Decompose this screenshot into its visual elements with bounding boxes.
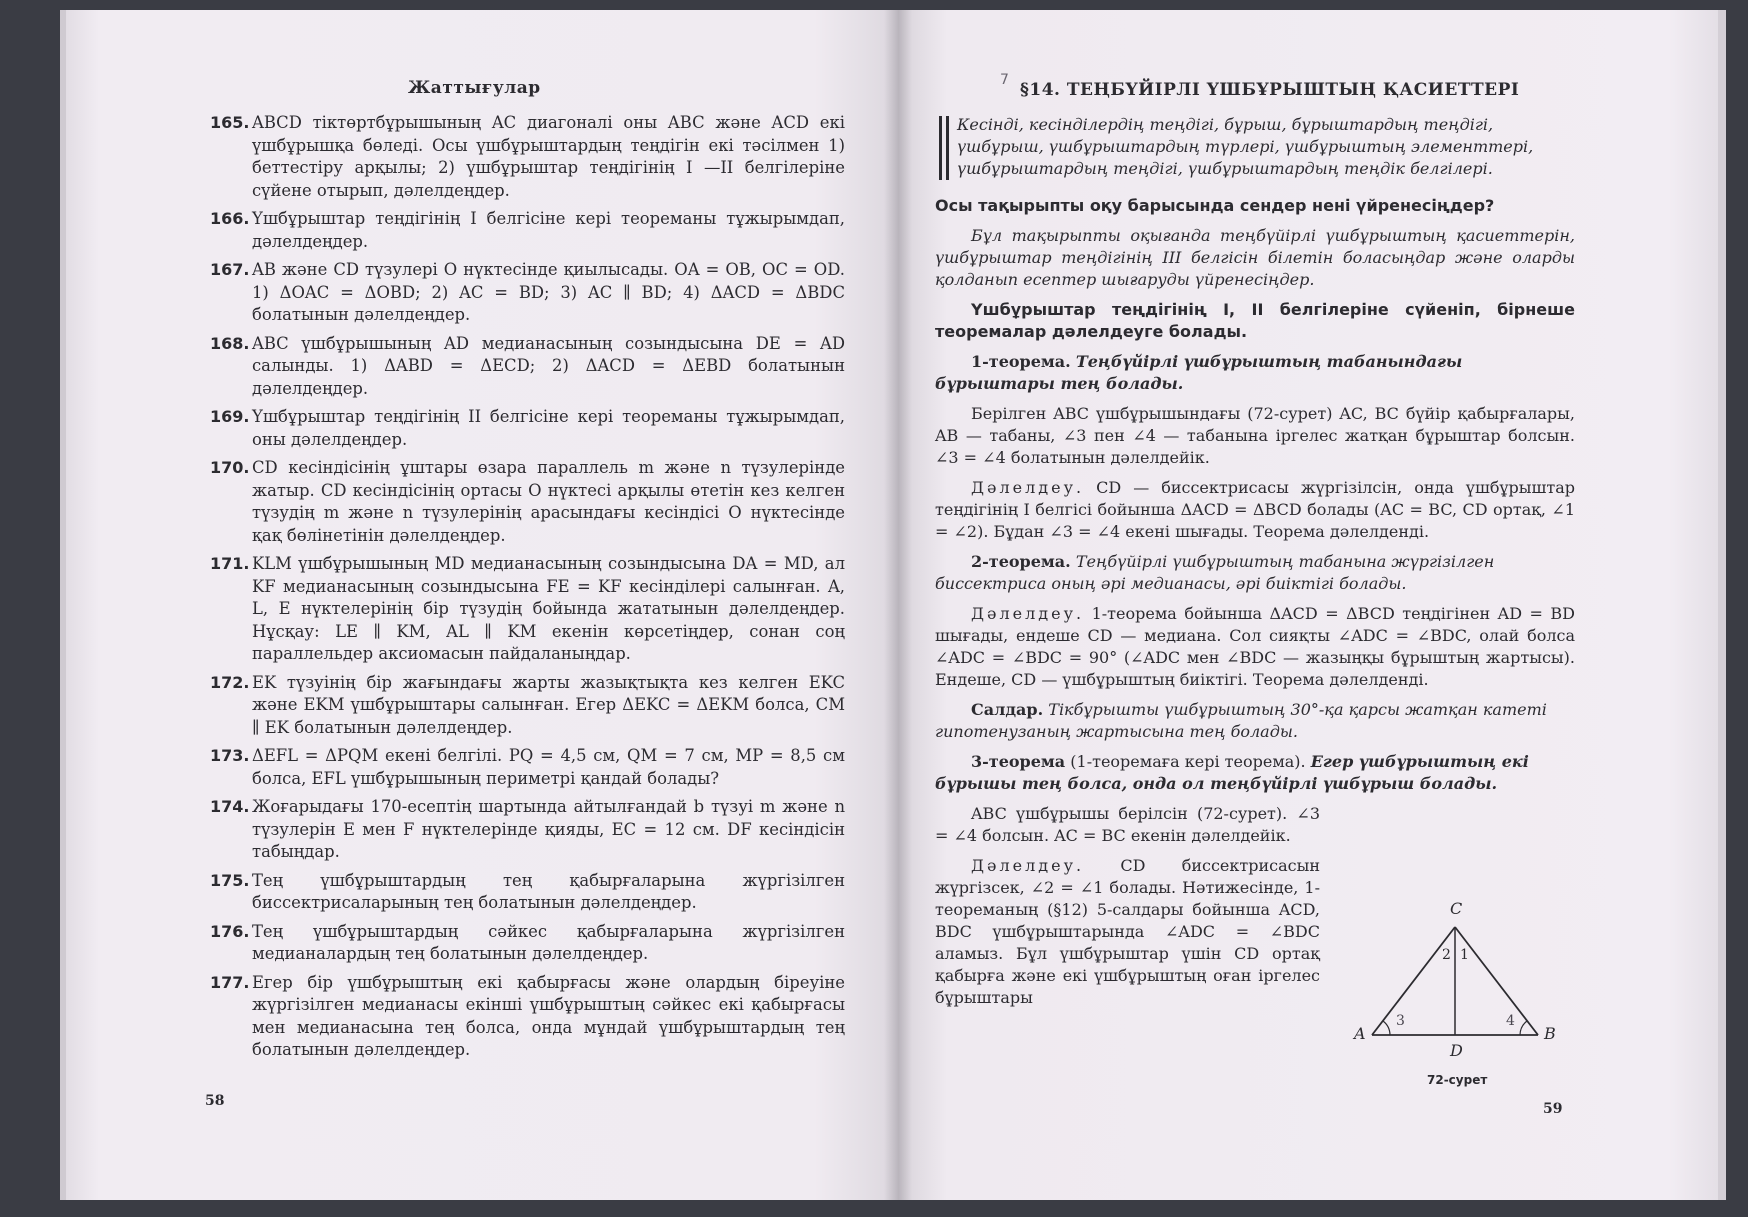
theorem-2-statement: Теңбүйірлі үшбұрыштың табанына жүргізілген биссектриса оның әрі медианасы, әрі биіктігі болады. <box>935 552 1495 593</box>
exercise-number: 168. <box>210 333 250 353</box>
book-gutter <box>884 10 912 1200</box>
exercise-number: 175. <box>210 870 250 890</box>
section-heading: §14. ТЕҢБҮЙІРЛІ ҮШБҰРЫШТЫҢ ҚАСИЕТТЕРІ <box>1020 80 1520 100</box>
proof-label: Дәлелдеу. <box>971 478 1085 497</box>
left-page-number: 58 <box>205 1093 225 1109</box>
proof-label: Дәлелдеу. <box>971 856 1085 875</box>
theorem-3 <box>935 751 1575 795</box>
left-page-heading: Жаттығулар <box>408 78 541 98</box>
corollary-label: Салдар. <box>971 700 1044 719</box>
section-body <box>935 114 1575 1017</box>
prerequisites-text: Кесінді, кесінділердің теңдігі, бұрыш, бұрыштардың теңдігі, үшбұрыш, үшбұрыштардың түрлері, үшбұрыштың элементтері, үшбұрыштардың теңдігі, үшбұрыштардың теңдік белгілері. <box>957 115 1534 178</box>
theorem-3-statement: Егер үшбұрыштың екі бұрышы тең болса, онда ол теңбүйірлі үшбұрыш болады. <box>935 752 1529 793</box>
exercise-text: ΔEFL = ΔPQM екені белгілі. PQ = 4,5 см, QM = 7 см, MP = 8,5 см болса, EFL үшбұрышының периметрі қандай болады? <box>252 746 845 788</box>
exercise-number: 171. <box>210 554 250 573</box>
angle-label-2: 2 <box>1442 947 1451 963</box>
figure-caption: 72-сурет <box>1427 1073 1488 1087</box>
vertex-label-B: B <box>1544 1024 1556 1043</box>
lead-paragraph: Үшбұрыштар теңдігінің I, II белгілеріне сүйеніп, бірнеше теоремалар дәлелдеуге болады. <box>935 300 1575 341</box>
exercise-item <box>210 921 845 966</box>
exercise-item <box>210 259 845 327</box>
exercise-item <box>210 457 845 547</box>
vertex-label-C: C <box>1450 899 1463 918</box>
exercise-item <box>210 972 845 1062</box>
angle-3-arc <box>1383 1021 1390 1035</box>
exercise-text: Жоғарыдағы 170-есептің шартында айтылғандай b түзуі m және n түзулерін E мен F нүктелерінде қияды, EC = 12 см. DF кесіндісін табыңдар. <box>252 797 845 861</box>
prerequisites-box <box>935 114 1575 180</box>
exercise-item <box>210 745 845 790</box>
exercise-item <box>210 796 845 864</box>
exercise-number: 174. <box>210 797 250 816</box>
exercise-number: 177. <box>210 972 250 992</box>
exercise-text: Егер бір үшбұрыштың екі қабырғасы және олардың біреуіне жүргізілген медианасы екінші үшбұрыштың сәйкес екі қабырғасы мен медианасына тең болса, онда мұндай үшбұрыштардың тең болатынын дәлелдеңдер. <box>252 972 845 1059</box>
vertex-label-A: A <box>1354 1024 1366 1043</box>
exercise-item <box>210 406 845 451</box>
theorem-1-statement: Теңбүйірлі үшбұрыштың табанындағы бұрыштары тең болады. <box>935 352 1463 393</box>
theorem-1-label: 1-теорема. <box>971 352 1071 371</box>
exercise-text: CD кесіндісінің ұштары өзара параллель m және n түзулерінде жатыр. CD кесіндісінің ортасы O нүктесі арқылы өтетін кез келген түзудің m және n түзулерінің арасындағы кесіндісі O нүктесінде қақ бөлінетінін дәлелдеңдер. <box>252 458 845 545</box>
foot-label-D: D <box>1450 1041 1463 1060</box>
exercise-item <box>210 333 845 401</box>
exercise-text: ABC үшбұрышының AD медианасының созындысына DE = AD салынды. 1) ΔABD = ΔECD; 2) ΔACD = ΔEBD болатынын дәлелдеңдер. <box>252 333 845 398</box>
exercise-text: Үшбұрыштар теңдігінің II белгісіне кері теореманы тұжырымдап, оны дәлелдеңдер. <box>252 407 845 449</box>
given-1: Берілген ABC үшбұрышындағы (72-сурет) AC, BC бүйір қабырғалары, AB — табаны, ∠3 пен ∠4 — табанына іргелес жатқан бұрыштар болсын. ∠3 = ∠4 болатынын дәлелдейік. <box>935 404 1575 467</box>
angle-label-3: 3 <box>1396 1013 1405 1029</box>
exercise-item <box>210 672 845 740</box>
proof-2 <box>935 603 1575 691</box>
exercise-text: EK түзуінің бір жағындағы жарты жазықтықта кез келген EKC және EKM үшбұрыштары салынған. Егер ΔEKC = ΔEKM болса, CM ∥ EK болатынын дәлелдеңдер. <box>252 672 845 737</box>
proof-2-text: 1-теорема бойынша ΔACD = ΔBCD теңдігінен AD = BD шығады, ендеше CD — медиана. Сол сияқты ∠ADC = ∠BDC, олай болса ∠ADC = ∠BDC = 90° (∠ADC мен ∠BDC — жазыңқы бұрыштың жартысы). Ендеше, CD — үшбұрыштың биіктігі. Теорема дәлелденді. <box>935 604 1575 689</box>
exercise-item <box>210 112 845 202</box>
angle-label-4: 4 <box>1506 1013 1515 1029</box>
proof-label: Дәлелдеу. <box>971 604 1085 623</box>
exercise-text: ABCD тіктөртбұрышының AC диагоналі оны ABC және ACD екі үшбұрышқа бөледі. Осы үшбұрыштардың теңдігін екі тәсілмен 1) беттестіру арқылы; 2) үшбұрыштар теңдігінің I —II белгілеріне сүйене отырып, дәлелдеңдер. <box>252 113 845 200</box>
angle-label-1: 1 <box>1460 947 1469 963</box>
exercise-number: 170. <box>210 458 250 477</box>
exercise-text: KLM үшбұрышының MD медианасының созындысына DA = MD, ал KF медианасының созындысына FE = KF кесінділері салынған. A, L, E нүктелерінің бір түзудің бойында жататынын дәлелдеңдер. Нұсқау: LE ∥ KM, AL ∥ KM екенін көрсетіңдер, сонан соң параллельдер аксиомасын пайдаланыңдар. <box>252 554 845 663</box>
exercise-item <box>210 208 845 253</box>
figure-72 <box>1340 895 1570 1085</box>
exercise-item <box>210 553 845 666</box>
learning-question: Осы тақырыпты оқу барысында сендер нені үйренесіңдер? <box>935 196 1495 215</box>
proof-3 <box>935 855 1320 1009</box>
exercise-number: 169. <box>210 407 250 426</box>
side-AC <box>1372 927 1455 1035</box>
exercise-number: 176. <box>210 921 250 941</box>
exercise-number: 166. <box>210 209 250 228</box>
theorem-1 <box>935 351 1575 395</box>
corollary <box>935 699 1575 743</box>
exercise-number: 172. <box>210 672 250 692</box>
exercise-text: Үшбұрыштар теңдігінің I белгісіне кері теореманы тұжырымдап, дәлелдеңдер. <box>252 209 845 251</box>
exercise-number: 173. <box>210 746 250 765</box>
exercise-text: Тең үшбұрыштардың тең қабырғаларына жүргізілген биссектрисаларының тең болатынын дәлелдеңдер. <box>252 870 845 912</box>
right-page-number: 59 <box>1543 1101 1563 1117</box>
corollary-statement: Тікбұрышты үшбұрыштың 30°-қа қарсы жатқан катеті гипотенузаның жартысына тең болады. <box>935 700 1547 741</box>
theorem-3-note: (1-теоремаға кері теорема). <box>1070 752 1306 771</box>
exercise-text: Тең үшбұрыштардың сәйкес қабырғаларына жүргізілген медианалардың тең болатынын дәлелдеңдер. <box>252 921 845 963</box>
exercise-text: AB және CD түзулері O нүктесінде қиылысады. OA = OB, OC = OD. 1) ΔOAC = ΔOBD; 2) AC = BD; 3) AC ∥ BD; 4) ΔACD = ΔBDC болатынын дәлелдеңдер. <box>252 260 845 324</box>
exercise-number: 165. <box>210 113 250 132</box>
proof-1-text: CD — биссектрисасы жүргізілсін, онда үшбұрыштар теңдігінің I белгісі бойынша ΔACD = ΔBCD болады (AC = BC, CD ортақ, ∠1 = ∠2). Бұдан ∠3 = ∠4 екені шығады. Теорема дәлелденді. <box>935 478 1575 541</box>
proof-1 <box>935 477 1575 543</box>
proof-3-text: CD биссектрисасын жүргізсек, ∠2 = ∠1 болады. Нәтижесінде, 1-теореманың (§12) 5-салдары бойынша ACD, BDC үшбұрыштарында ∠ADC = ∠BDC аламыз. Бұл үшбұрыштар үшін CD ортақ қабырға және екі үшбұрыштың оған іргелес бұрыштары <box>935 856 1320 1007</box>
theorem-2 <box>935 551 1575 595</box>
exercise-list <box>210 112 845 1068</box>
side-BC <box>1455 927 1538 1035</box>
angle-4-arc <box>1520 1021 1527 1035</box>
exercise-item <box>210 870 845 915</box>
given-3: ABC үшбұрышы берілсін (72-сурет). ∠3 = ∠4 болсын. AC = BC екенін дәлелдейік. <box>935 804 1320 845</box>
margin-bar <box>939 116 949 180</box>
theorem-3-label: 3-теорема <box>971 752 1066 771</box>
theorem-2-label: 2-теорема. <box>971 552 1071 571</box>
learning-goal: Бұл тақырыпты оқығанда теңбүйірлі үшбұрыштың қасиеттерін, үшбұрыштар теңдігінің III белгісін білетін боласыңдар және оларды қолданып есептер шығаруды үйренесіңдер. <box>935 226 1575 289</box>
exercise-number: 167. <box>210 260 250 279</box>
pencil-mark: 7 <box>1000 72 1009 88</box>
